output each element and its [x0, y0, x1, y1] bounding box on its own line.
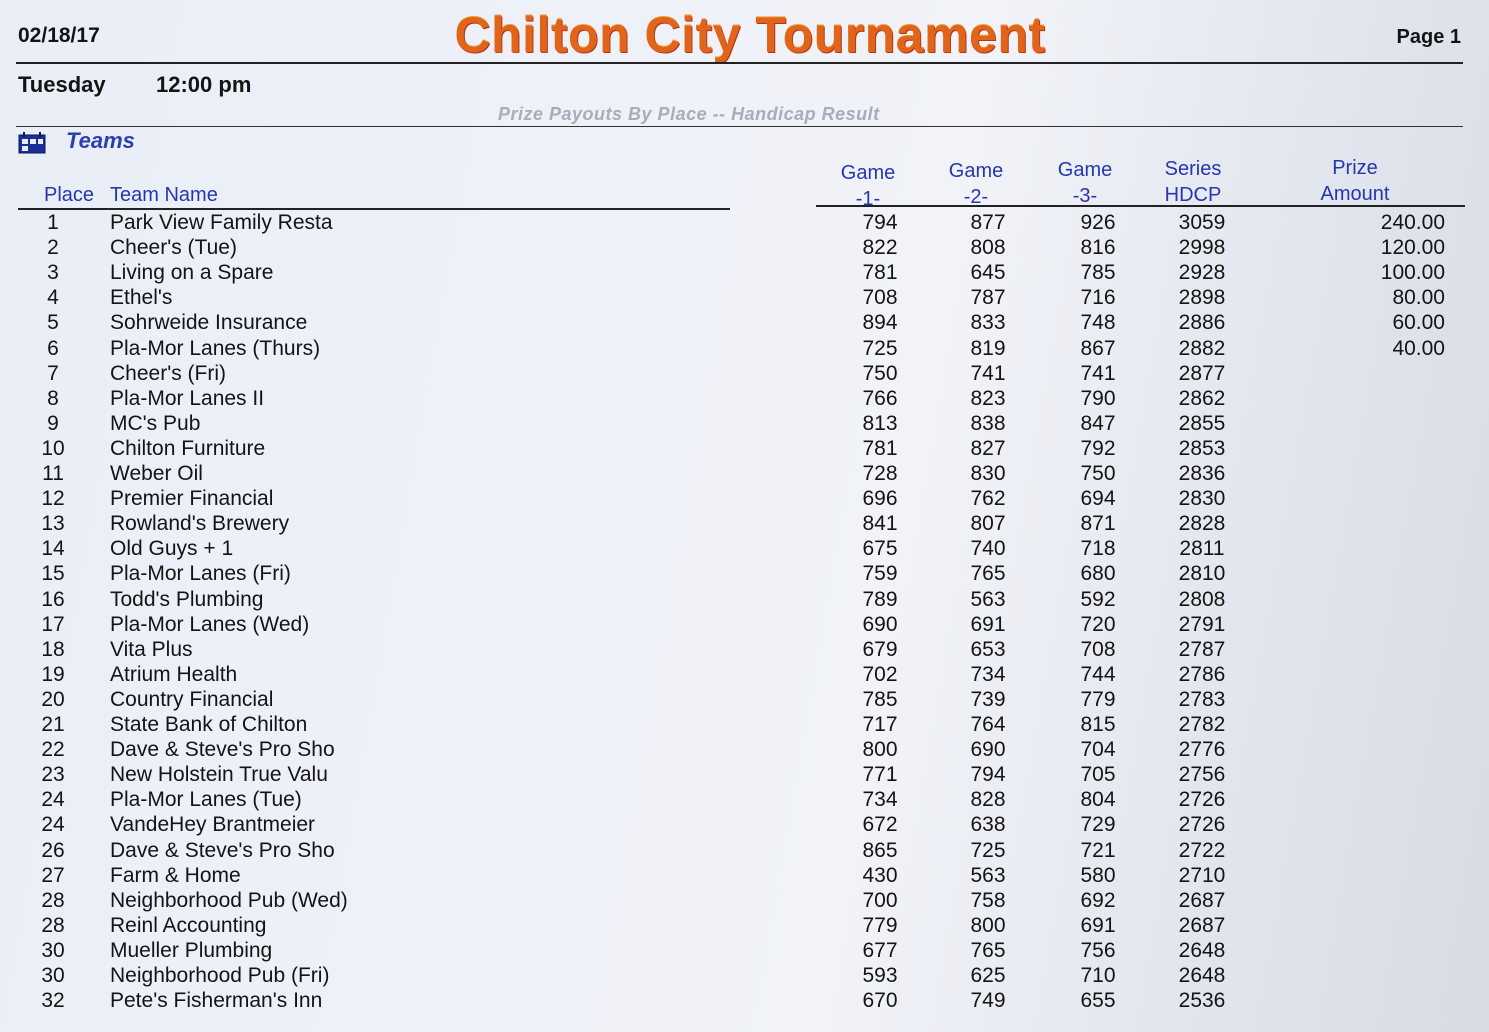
- game-2-cell: 725: [970, 838, 1006, 862]
- game-2-cell: 794: [970, 763, 1006, 787]
- prize-amount-cell: 80.00: [1392, 286, 1445, 310]
- game-2-cell: 638: [970, 813, 1006, 837]
- game-1-cell: 679: [862, 637, 898, 661]
- table-row: [0, 963, 1489, 988]
- team-name-cell: Pla-Mor Lanes (Thurs): [110, 336, 321, 360]
- table-row: [0, 988, 1489, 1013]
- game-3-cell: 867: [1080, 336, 1116, 360]
- team-name-cell: Vita Plus: [110, 637, 193, 661]
- series-hdcp-cell: 2791: [1178, 612, 1226, 636]
- prize-amount-cell: 60.00: [1392, 311, 1445, 335]
- table-row: [0, 812, 1489, 837]
- place-cell: 28: [41, 913, 65, 937]
- table-row: [0, 561, 1489, 586]
- game-1-cell: 781: [862, 261, 898, 285]
- game-1-cell: 672: [862, 813, 898, 837]
- series-hdcp-cell: 2836: [1178, 462, 1226, 485]
- team-name-cell: Neighborhood Pub (Wed): [110, 888, 348, 912]
- game-2-cell: 828: [970, 788, 1006, 812]
- place-cell: 3: [47, 261, 59, 285]
- game-1-cell: 759: [862, 562, 898, 586]
- table-row: [0, 587, 1489, 612]
- table-row: [0, 888, 1489, 913]
- game-2-cell: 762: [970, 487, 1006, 511]
- table-row: [0, 260, 1489, 285]
- team-name-cell: Sohrweide Insurance: [110, 311, 308, 335]
- table-row: [0, 436, 1489, 461]
- place-cell: 7: [47, 361, 59, 385]
- team-name-cell: Park View Family Resta: [110, 211, 333, 234]
- game-1-cell: 717: [862, 713, 898, 736]
- game-1-cell: 750: [862, 361, 898, 385]
- place-cell: 12: [41, 487, 65, 511]
- table-row: [0, 411, 1489, 436]
- game-3-cell: 694: [1080, 487, 1116, 511]
- team-name-cell: Dave & Steve's Pro Sho: [110, 838, 335, 862]
- team-name-cell: Chilton Furniture: [110, 436, 266, 460]
- report-day: Tuesday: [18, 72, 106, 97]
- report-date: 02/18/17: [18, 24, 100, 47]
- game-2-cell: 787: [970, 286, 1006, 310]
- place-cell: 30: [41, 938, 65, 962]
- team-name-cell: Weber Oil: [110, 462, 203, 485]
- table-row: [0, 386, 1489, 411]
- prize-amount-cell: 240.00: [1380, 211, 1445, 234]
- team-name-cell: Mueller Plumbing: [110, 938, 273, 962]
- game-3-cell: 592: [1080, 587, 1116, 611]
- series-hdcp-cell: 3059: [1178, 211, 1226, 234]
- column-header-game-1: Game -1-: [840, 162, 896, 210]
- place-cell: 22: [41, 738, 65, 762]
- table-row: [0, 913, 1489, 938]
- game-1-cell: 865: [862, 838, 898, 862]
- place-cell: 21: [41, 713, 65, 736]
- team-name-cell: State Bank of Chilton: [110, 713, 308, 736]
- table-row: [0, 210, 1489, 235]
- place-cell: 27: [41, 863, 65, 887]
- game-1-cell: 822: [862, 236, 898, 260]
- series-hdcp-cell: 2998: [1178, 236, 1226, 260]
- place-cell: 19: [41, 662, 65, 686]
- game-1-cell: 734: [862, 788, 898, 812]
- game-2-cell: 827: [970, 436, 1006, 460]
- place-cell: 24: [41, 813, 65, 837]
- series-hdcp-cell: 2886: [1178, 311, 1226, 335]
- game-3-cell: 748: [1080, 311, 1116, 335]
- series-hdcp-cell: 2726: [1178, 813, 1226, 837]
- game-1-cell: 785: [862, 687, 898, 711]
- table-row: [0, 662, 1489, 687]
- game-3-cell: 718: [1080, 537, 1116, 561]
- team-name-cell: Rowland's Brewery: [110, 512, 290, 536]
- place-cell: 8: [47, 386, 59, 410]
- series-hdcp-cell: 2782: [1178, 713, 1226, 736]
- game-3-cell: 790: [1080, 386, 1116, 410]
- prize-amount-cell: 40.00: [1392, 336, 1445, 360]
- column-header-prize-amount: Prize Amount: [1320, 157, 1390, 205]
- game-3-cell: 744: [1080, 662, 1116, 686]
- team-name-cell: Old Guys + 1: [110, 537, 234, 561]
- game-2-cell: 739: [970, 687, 1006, 711]
- column-header-series-hdcp: Series HDCP: [1164, 158, 1222, 206]
- game-3-cell: 871: [1080, 512, 1116, 536]
- game-3-cell: 692: [1080, 888, 1116, 912]
- game-1-cell: 794: [862, 211, 898, 234]
- place-cell: 10: [41, 436, 65, 460]
- game-3-cell: 816: [1080, 236, 1116, 260]
- team-name-cell: Cheer's (Tue): [110, 236, 237, 260]
- team-name-cell: Pla-Mor Lanes II: [110, 386, 265, 410]
- game-2-cell: 691: [970, 612, 1006, 636]
- table-row: [0, 486, 1489, 511]
- place-cell: 2: [47, 236, 59, 260]
- table-row: [0, 737, 1489, 762]
- game-3-cell: 680: [1080, 562, 1116, 586]
- game-2-cell: 764: [970, 713, 1006, 736]
- team-name-cell: Neighborhood Pub (Fri): [110, 964, 330, 987]
- team-name-cell: Living on a Spare: [110, 261, 274, 285]
- game-3-cell: 655: [1080, 989, 1116, 1013]
- game-1-cell: 696: [862, 487, 898, 511]
- series-hdcp-cell: 2710: [1178, 863, 1226, 887]
- game-1-cell: 813: [862, 411, 898, 435]
- game-2-cell: 563: [970, 587, 1006, 611]
- team-name-cell: Reinl Accounting: [110, 913, 267, 937]
- series-hdcp-cell: 2648: [1178, 938, 1226, 962]
- place-cell: 4: [47, 286, 59, 310]
- series-hdcp-cell: 2855: [1178, 411, 1226, 435]
- series-hdcp-cell: 2928: [1178, 261, 1226, 285]
- game-3-cell: 756: [1080, 938, 1116, 962]
- game-3-cell: 580: [1080, 863, 1116, 887]
- game-1-cell: 841: [862, 512, 898, 536]
- table-row: [0, 938, 1489, 963]
- game-2-cell: 563: [970, 863, 1006, 887]
- column-header-game-2: Game -2-: [948, 160, 1004, 208]
- game-3-cell: 691: [1080, 913, 1116, 937]
- table-row: [0, 687, 1489, 712]
- table-row: [0, 310, 1489, 335]
- game-2-cell: 808: [970, 236, 1006, 260]
- place-cell: 17: [41, 612, 65, 636]
- game-2-cell: 800: [970, 913, 1006, 937]
- game-2-cell: 838: [970, 411, 1006, 435]
- game-3-cell: 721: [1080, 838, 1116, 862]
- column-header-team: Team Name: [110, 184, 218, 206]
- place-cell: 9: [47, 411, 59, 435]
- game-2-cell: 749: [970, 989, 1006, 1013]
- game-2-cell: 807: [970, 512, 1006, 536]
- game-2-cell: 830: [970, 462, 1006, 485]
- game-2-cell: 690: [970, 738, 1006, 762]
- team-name-cell: Premier Financial: [110, 487, 274, 511]
- table-row: [0, 612, 1489, 637]
- series-hdcp-cell: 2810: [1178, 562, 1226, 586]
- series-hdcp-cell: 2726: [1178, 788, 1226, 812]
- subtitle-divider: [16, 126, 1463, 127]
- series-hdcp-cell: 2756: [1178, 763, 1226, 787]
- series-hdcp-cell: 2722: [1178, 838, 1226, 862]
- game-2-cell: 653: [970, 637, 1006, 661]
- series-hdcp-cell: 2687: [1178, 913, 1226, 937]
- series-hdcp-cell: 2786: [1178, 662, 1226, 686]
- game-2-cell: 877: [970, 211, 1006, 234]
- game-2-cell: 765: [970, 562, 1006, 586]
- place-cell: 5: [47, 311, 59, 335]
- game-1-cell: 728: [862, 462, 898, 485]
- game-1-cell: 702: [862, 662, 898, 686]
- game-1-cell: 430: [862, 863, 898, 887]
- series-hdcp-cell: 2877: [1178, 361, 1226, 385]
- series-hdcp-cell: 2862: [1178, 386, 1226, 410]
- game-2-cell: 734: [970, 662, 1006, 686]
- game-3-cell: 847: [1080, 411, 1116, 435]
- table-row: [0, 637, 1489, 662]
- game-1-cell: 789: [862, 587, 898, 611]
- report-subtitle: Prize Payouts By Place -- Handicap Result: [498, 104, 880, 124]
- place-cell: 23: [41, 763, 65, 787]
- team-name-cell: Ethel's: [110, 286, 173, 310]
- place-cell: 16: [41, 587, 65, 611]
- table-row: [0, 461, 1489, 486]
- place-cell: 26: [41, 838, 65, 862]
- page-number: Page 1: [1396, 26, 1461, 48]
- table-row: [0, 511, 1489, 536]
- game-3-cell: 716: [1080, 286, 1116, 310]
- game-3-cell: 804: [1080, 788, 1116, 812]
- team-name-cell: Pla-Mor Lanes (Tue): [110, 788, 302, 812]
- place-cell: 6: [47, 336, 59, 360]
- game-1-cell: 700: [862, 888, 898, 912]
- game-3-cell: 779: [1080, 687, 1116, 711]
- game-1-cell: 725: [862, 336, 898, 360]
- game-1-cell: 670: [862, 989, 898, 1013]
- game-2-cell: 833: [970, 311, 1006, 335]
- table-row: [0, 285, 1489, 310]
- report-title: Chilton City Tournament: [454, 7, 1046, 63]
- game-1-cell: 675: [862, 537, 898, 561]
- place-cell: 20: [41, 687, 65, 711]
- place-cell: 32: [41, 989, 65, 1013]
- game-1-cell: 800: [862, 738, 898, 762]
- header-divider: [16, 62, 1463, 64]
- series-hdcp-cell: 2787: [1178, 637, 1226, 661]
- series-hdcp-cell: 2882: [1178, 336, 1226, 360]
- game-2-cell: 741: [970, 361, 1006, 385]
- team-name-cell: Atrium Health: [110, 662, 238, 686]
- series-hdcp-cell: 2536: [1178, 989, 1226, 1013]
- series-hdcp-cell: 2811: [1179, 537, 1225, 561]
- table-row: [0, 336, 1489, 361]
- table-row: [0, 762, 1489, 787]
- prize-amount-cell: 120.00: [1380, 236, 1445, 260]
- game-1-cell: 677: [862, 938, 898, 962]
- place-cell: 13: [41, 512, 65, 536]
- team-name-cell: Country Financial: [110, 687, 274, 711]
- game-3-cell: 705: [1080, 763, 1116, 787]
- place-cell: 15: [41, 562, 65, 586]
- place-cell: 24: [41, 788, 65, 812]
- game-3-cell: 720: [1080, 612, 1116, 636]
- game-2-cell: 765: [970, 938, 1006, 962]
- place-cell: 14: [41, 537, 65, 561]
- team-name-cell: Pla-Mor Lanes (Wed): [110, 612, 310, 636]
- table-row: [0, 787, 1489, 812]
- place-cell: 11: [42, 462, 64, 485]
- place-cell: 28: [41, 888, 65, 912]
- place-cell: 1: [47, 211, 59, 234]
- game-2-cell: 823: [970, 386, 1006, 410]
- series-hdcp-cell: 2776: [1178, 738, 1226, 762]
- series-hdcp-cell: 2898: [1178, 286, 1226, 310]
- table-row: [0, 712, 1489, 737]
- table-row: [0, 838, 1489, 863]
- score-column-rule: [816, 205, 1465, 207]
- team-name-cell: Dave & Steve's Pro Sho: [110, 738, 335, 762]
- game-2-cell: 645: [970, 261, 1006, 285]
- team-name-cell: Cheer's (Fri): [110, 361, 227, 385]
- game-1-cell: 593: [862, 964, 898, 987]
- game-3-cell: 704: [1080, 738, 1116, 762]
- game-3-cell: 785: [1080, 261, 1116, 285]
- game-3-cell: 710: [1080, 964, 1116, 987]
- prize-amount-cell: 100.00: [1380, 261, 1445, 285]
- series-hdcp-cell: 2853: [1178, 436, 1226, 460]
- game-3-cell: 815: [1080, 713, 1116, 736]
- game-1-cell: 771: [862, 763, 898, 787]
- game-2-cell: 819: [970, 336, 1006, 360]
- game-1-cell: 708: [862, 286, 898, 310]
- series-hdcp-cell: 2830: [1178, 487, 1226, 511]
- team-name-cell: Pete's Fisherman's Inn: [110, 989, 323, 1013]
- column-header-place: Place: [44, 184, 95, 206]
- game-2-cell: 625: [970, 964, 1006, 987]
- game-1-cell: 894: [862, 311, 898, 335]
- team-calendar-icon: [18, 132, 46, 154]
- game-2-cell: 758: [970, 888, 1006, 912]
- game-2-cell: 740: [970, 537, 1006, 561]
- team-name-cell: New Holstein True Valu: [110, 763, 328, 787]
- game-3-cell: 926: [1080, 211, 1116, 234]
- series-hdcp-cell: 2828: [1178, 512, 1226, 536]
- game-3-cell: 729: [1080, 813, 1116, 837]
- table-row: [0, 235, 1489, 260]
- table-row: [0, 863, 1489, 888]
- game-1-cell: 781: [862, 436, 898, 460]
- game-1-cell: 766: [862, 386, 898, 410]
- team-name-cell: Farm & Home: [110, 863, 241, 887]
- game-1-cell: 690: [862, 612, 898, 636]
- game-3-cell: 750: [1080, 462, 1116, 485]
- section-title: Teams: [66, 128, 135, 153]
- game-3-cell: 741: [1080, 361, 1116, 385]
- game-1-cell: 779: [862, 913, 898, 937]
- team-name-cell: MC's Pub: [110, 411, 201, 435]
- series-hdcp-cell: 2783: [1178, 687, 1226, 711]
- series-hdcp-cell: 2648: [1178, 964, 1226, 987]
- table-row: [0, 536, 1489, 561]
- game-3-cell: 708: [1080, 637, 1116, 661]
- place-cell: 18: [41, 637, 65, 661]
- column-header-game-3: Game -3-: [1057, 159, 1113, 207]
- team-name-cell: VandeHey Brantmeier: [110, 813, 316, 837]
- place-cell: 30: [41, 964, 65, 987]
- team-name-cell: Todd's Plumbing: [110, 587, 264, 611]
- team-name-cell: Pla-Mor Lanes (Fri): [110, 562, 291, 586]
- series-hdcp-cell: 2808: [1178, 587, 1226, 611]
- report-time: 12:00 pm: [156, 72, 252, 97]
- series-hdcp-cell: 2687: [1178, 888, 1226, 912]
- game-3-cell: 792: [1080, 436, 1116, 460]
- table-row: [0, 361, 1489, 386]
